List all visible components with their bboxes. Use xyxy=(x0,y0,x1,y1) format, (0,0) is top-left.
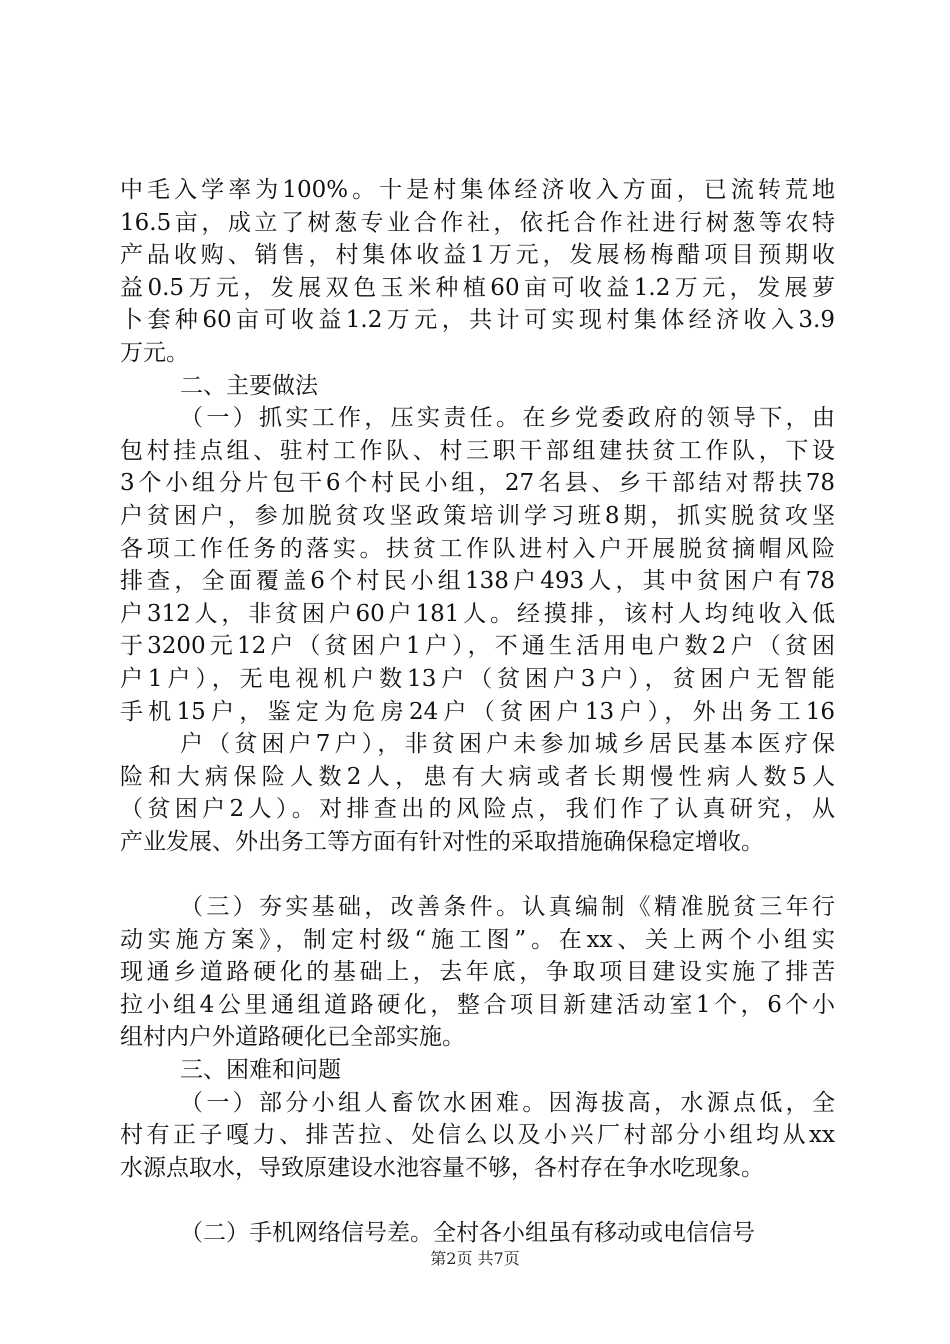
page-footer xyxy=(0,1246,950,1269)
text-line: 3个小组分片包干6个村民小组，27名县、乡干部结对帮扶78 xyxy=(120,470,835,497)
text-line: （贫困户2人）。对排查出的风险点，我们作了认真研究，从 xyxy=(120,796,835,823)
text-line: 产品收购、销售，村集体收益1万元，发展杨梅醋项目预期收 xyxy=(120,242,835,269)
paragraph-gap xyxy=(120,858,835,891)
text-line: （一）部分小组人畜饮水困难。因海拔高，水源点低，全 xyxy=(180,1089,835,1116)
text-line: 益0.5万元，发展双色玉米种植60亩可收益1.2万元，发展萝 xyxy=(120,274,835,301)
document-body xyxy=(120,174,835,1250)
text-line: （一）抓实工作，压实责任。在乡党委政府的领导下，由 xyxy=(180,405,835,432)
text-line: 中毛入学率为100%。十是村集体经济收入方面，已流转荒地 xyxy=(120,177,835,203)
paragraph-gap xyxy=(120,1184,835,1217)
text-line: 产业发展、外出务工等方面有针对性的采取措施确保稳定增收。 xyxy=(120,828,764,855)
text-line: 拉小组4公里通组道路硬化，整合项目新建活动室1个，6个小 xyxy=(120,991,835,1018)
text-line: 户1户），无电视机户数13户（贫困户3户），贫困户无智能 xyxy=(120,665,835,692)
text-line: 户贫困户，参加脱贫攻坚政策培训学习班8期，抓实脱贫攻坚 xyxy=(120,502,835,529)
text-line: 动实施方案》，制定村级“施工图”。在xx、关上两个小组实 xyxy=(120,926,835,953)
text-line: 16.5亩，成立了树葱专业合作社，依托合作社进行树葱等农特 xyxy=(120,209,835,236)
text-line: 于3200元12户（贫困户1户），不通生活用电户数2户（贫困 xyxy=(120,633,835,660)
text-line: 万元。 xyxy=(120,339,189,366)
section-heading: 三、困难和问题 xyxy=(180,1057,341,1084)
text-line: 手机15户，鉴定为危房24户（贫困户13户），外出务工16 xyxy=(120,698,835,725)
text-line: 水源点取水，导致原建设水池容量不够，各村存在争水吃现象。 xyxy=(120,1154,764,1181)
text-line: 险和大病保险人数2人，患有大病或者长期慢性病人数5人 xyxy=(120,763,835,790)
text-line: 户312人，非贫困户60户181人。经摸排，该村人均纯收入低 xyxy=(120,600,835,627)
section-heading: 二、主要做法 xyxy=(180,372,318,399)
text-line: 各项工作任务的落实。扶贫工作队进村入户开展脱贫摘帽风险 xyxy=(120,535,835,562)
text-line: 村有正子嘎力、排苦拉、处信么以及小兴厂村部分小组均从xx xyxy=(120,1122,835,1149)
page-number-label: 第2页 共7页 xyxy=(430,1249,520,1268)
text-line: 户（贫困户7户），非贫困户未参加城乡居民基本医疗保 xyxy=(180,731,835,758)
text-line: 现通乡道路硬化的基础上，去年底，争取项目建设实施了排苦 xyxy=(120,959,835,986)
text-line: （三）夯实基础，改善条件。认真编制《精准脱贫三年行 xyxy=(180,894,835,921)
text-line: 卜套种60亩可收益1.2万元，共计可实现村集体经济收入3.9 xyxy=(120,307,835,334)
text-line: 排查，全面覆盖6个村民小组138户493人，其中贫困户有78 xyxy=(120,568,835,595)
text-line: （二）手机网络信号差。全村各小组虽有移动或电信信号 xyxy=(180,1220,755,1246)
text-line: 包村挂点组、驻村工作队、村三职干部组建扶贫工作队，下设 xyxy=(120,437,835,464)
text-line: 组村内户外道路硬化已全部实施。 xyxy=(120,1024,465,1051)
